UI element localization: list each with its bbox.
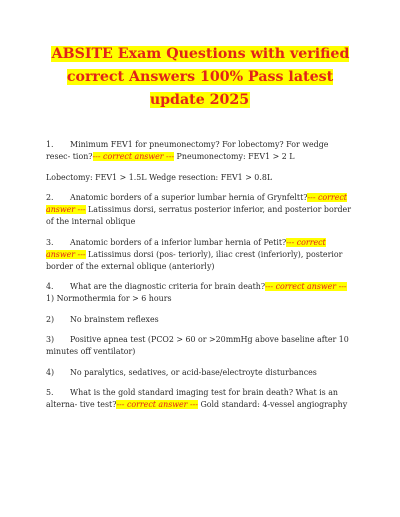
- question-item-2: [46, 192, 354, 228]
- answer-text: Latissimus dorsi (pos- teriorly), iliac crest (inferiorly), posterior border of the external oblique (anteriorly): [46, 249, 343, 271]
- document-title: [40, 43, 360, 112]
- title-text: ABSITE Exam Questions with verified correct Answers 100% Pass latest update 2025: [51, 46, 350, 108]
- criteria-item-4: [46, 367, 354, 379]
- criteria-text: No brainstem reflexes: [70, 314, 159, 324]
- question-item-4: [46, 281, 354, 305]
- question-text: What is the gold standard imaging test for brain death? What is an alterna- tive test?: [46, 388, 339, 409]
- answer-text: Latissimus dorsi, serratus posterior inferior, and posterior border of the internal oblique: [46, 205, 351, 226]
- answer-text: Pneumonectomy: FEV1 > 2 L: [174, 152, 295, 161]
- criteria-number: 4): [46, 367, 55, 377]
- answer-marker: --- correct answer ---: [92, 152, 175, 161]
- document-body: [46, 139, 354, 420]
- question-number: 2.: [46, 193, 54, 202]
- question-text: Minimum FEV1 for pneumonectomy? For lobectomy? For wedge resec- tion?: [46, 140, 329, 161]
- criteria-item-3: [46, 334, 354, 358]
- answer-text: Gold standard: 4-vessel angiography: [197, 400, 348, 409]
- answer-marker: --- correct answer ---: [265, 282, 347, 291]
- question-text: Anatomic borders of a inferior lumbar hernia of Petit?: [70, 237, 287, 247]
- question-item-5: [46, 387, 354, 411]
- answer-marker: --- correct answer ---: [116, 400, 198, 409]
- question-number: 3.: [46, 237, 54, 247]
- question-item-1: [46, 139, 354, 163]
- criteria-number: 2): [46, 314, 55, 324]
- question-number: 1.: [46, 140, 54, 149]
- question-number: 5.: [46, 388, 54, 397]
- question-text: Anatomic borders of a superior lumbar hernia of Grynfeltt?: [70, 193, 308, 202]
- question-text: What are the diagnostic criteria for brain death?: [70, 282, 266, 291]
- criteria-text: Positive apnea test (PCO2 > 60 or >20mmHg above baseline after 10 minutes off ventilator): [46, 335, 349, 356]
- answer-text: 1) Normothermia for > 6 hours: [46, 294, 172, 303]
- question-item-3: [46, 237, 354, 273]
- question-number: 4.: [46, 282, 54, 291]
- criteria-text: No paralytics, sedatives, or acid-base/electroyte disturbances: [70, 367, 317, 377]
- question-text: Lobectomy: FEV1 > 1.5L Wedge resection: FEV1 > 0.8L: [46, 172, 273, 182]
- criteria-number: 3): [46, 335, 55, 344]
- question-item-1-continued: [46, 172, 354, 184]
- answer-marker: --- correct answer ---: [46, 193, 347, 214]
- criteria-item-2: [46, 314, 354, 326]
- answer-marker: --- correct answer ---: [46, 237, 326, 259]
